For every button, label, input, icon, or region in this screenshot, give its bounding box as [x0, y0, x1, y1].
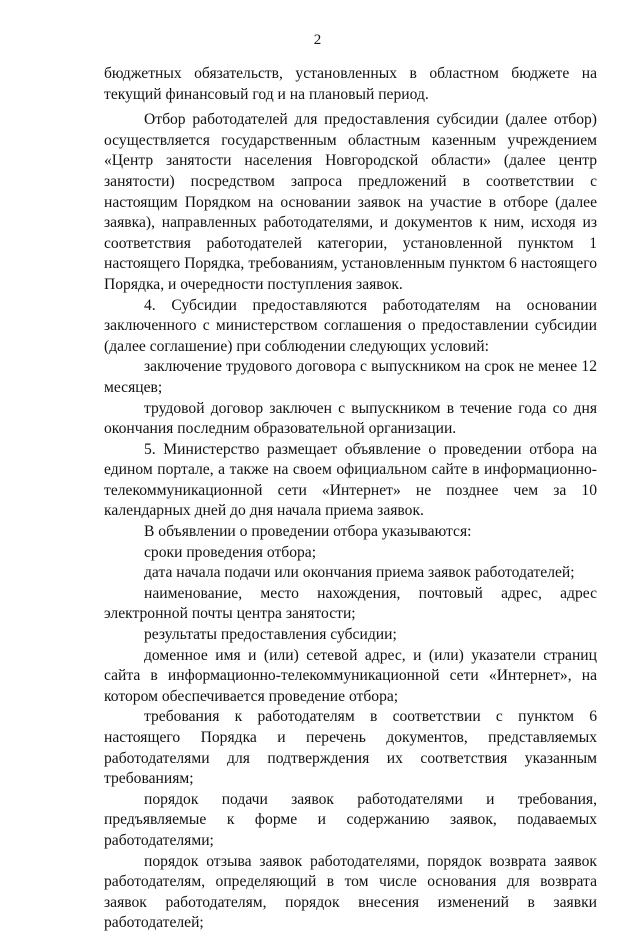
paragraph-announcement-contents: В объявлении о проведении отбора указываются:	[144, 523, 472, 541]
list-item-application-withdrawal: порядок отзыва заявок работодателями, порядок возврата заявок работодателям, определяющий в том числе основания для возврата заявок работодателям, порядок внесения изменений в заявки работодателей;	[104, 852, 597, 932]
list-item-employment-center-contacts: наименование, место нахождения, почтовый адрес, адрес электронной почты центра занятости;	[104, 584, 597, 623]
paragraph-selection-procedure: Отбор работодателей для предоставления субсидии (далее отбор) осуществляется государственным областным казенным учреждением «Центр занятости населения Новгородской области» (далее центр занятости) посредством запроса предложений в соответствии с настоящим Порядком на основании заявок на участие в отборе (далее заявка), направленных работодателями, и документов к ним, исходя из соответствия работодателей категории, установленной пунктом 1 настоящего Порядка, требованиям, установленным пунктом 6 настоящего Порядка, и очередности поступления заявок.	[104, 111, 597, 293]
list-item-application-dates: дата начала подачи или окончания приема заявок работодателей;	[144, 564, 575, 582]
paragraph-item-5-announcement: 5. Министерство размещает объявление о проведении отбора на едином портале, а также на своем официальном сайте в информационно-телекоммуникационной сети «Интернет» не позднее чем за 10 календарных дней до дня начала приема заявок.	[104, 440, 597, 520]
paragraph-item-4-subsidy-conditions: 4. Субсидии предоставляются работодателям на основании заключенного с министерством соглашения о предоставлении субсидии (далее соглашение) при соблюдении следующих условий:	[104, 296, 597, 355]
page-number: 2	[313, 32, 322, 48]
paragraph-condition-contract-timing: трудовой договор заключен с выпускником в течение года со дня окончания последним образовательной организации.	[104, 399, 597, 438]
document-body	[104, 64, 597, 934]
list-item-application-submission: порядок подачи заявок работодателями и требования, предъявляемые к форме и содержанию заявок, подаваемых работодателями;	[104, 790, 597, 849]
list-item-domain-name: доменное имя и (или) сетевой адрес, и (или) указатели страниц сайта в информационно-телекоммуникационной сети «Интернет», на котором обеспечивается проведение отбора;	[104, 646, 597, 705]
list-item-selection-dates: сроки проведения отбора;	[144, 543, 317, 561]
paragraph-budget-obligations: бюджетных обязательств, установленных в областном бюджете на текущий финансовый год и на плановый период.	[104, 65, 597, 103]
list-item-employer-requirements: требования к работодателям в соответствии с пунктом 6 настоящего Порядка и перечень документов, представляемых работодателями для подтверждения их соответствия указанным требованиям;	[104, 708, 597, 788]
paragraph-condition-contract-term: заключение трудового договора с выпускником на срок не менее 12 месяцев;	[104, 358, 597, 396]
list-item-subsidy-results: результаты предоставления субсидии;	[144, 626, 397, 644]
